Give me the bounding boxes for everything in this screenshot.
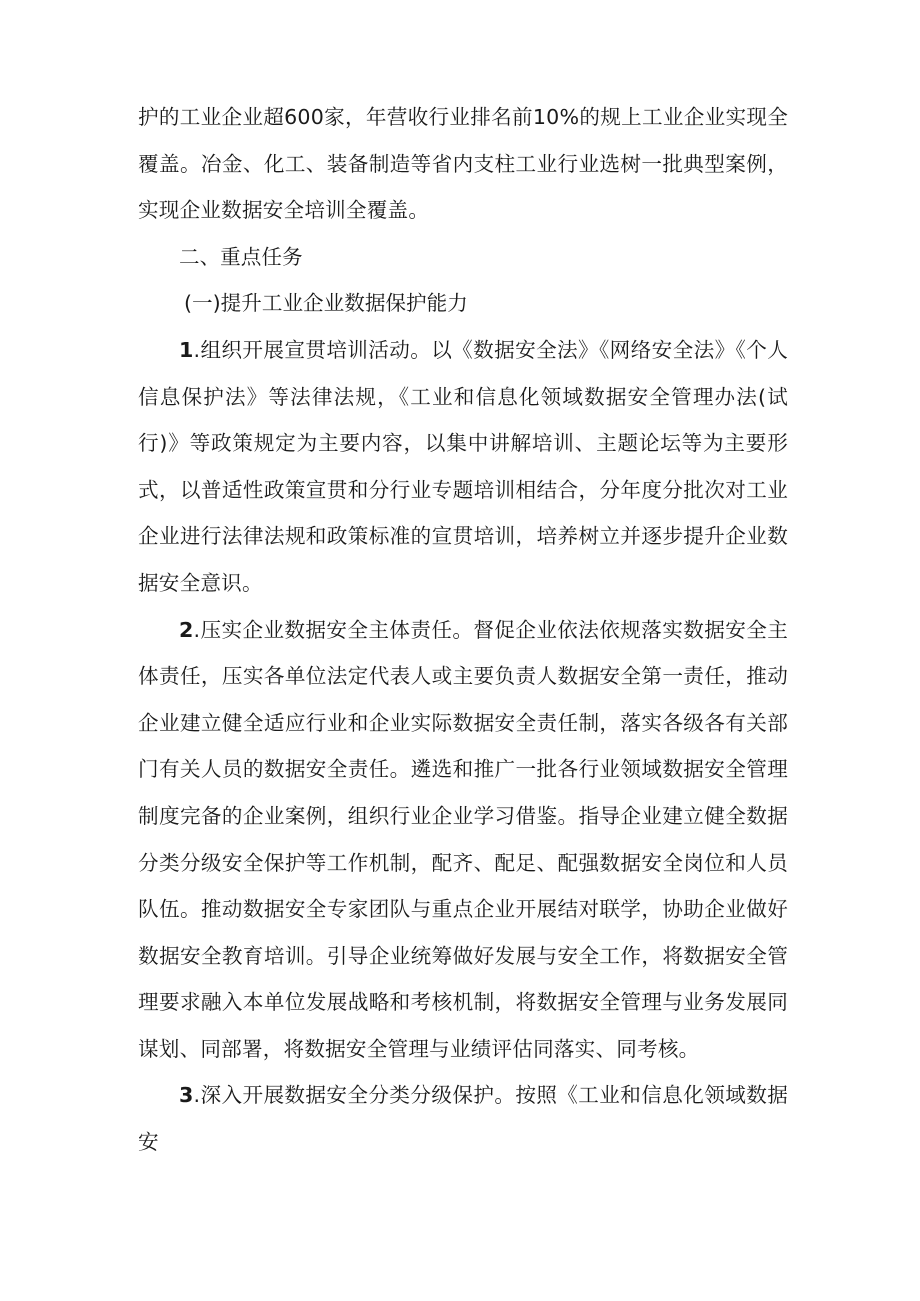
task-item-1 [138,327,788,607]
task-item-2 [138,607,788,1073]
sub-heading: (一)提升工业企业数据保护能力 [184,291,468,316]
document-body [138,94,788,1166]
task-item-number: 3 [179,1083,194,1108]
task-item-number: 2 [179,617,194,642]
task-item-text: .压实企业数据安全主体责任。督促企业依法依规落实数据安全主体责任，压实各单位法定代表人或主要负责人数据安全第一责任，推动企业建立健全适应行业和企业实际数据安全责任制，落实各级各有关部门有关人员的数据安全责任。遴选和推广一批各行业领域数据安全管理制度完备的企业案例，组织行业企业学习借鉴。指导企业建立健全数据分类分级安全保护等工作机制，配齐、配足、配强数据安全岗位和人员队伍。推动数据安全专家团队与重点企业开展结对联学，协助企业做好数据安全教育培训。引导企业统筹做好发展与安全工作，将数据安全管理要求融入本单位发展战略和考核机制，将数据安全管理与业务发展同谋划、同部署，将数据安全管理与业绩评估同落实、同考核。 [138,617,788,1061]
task-item-3 [138,1072,788,1165]
section-heading: 二、重点任务 [179,244,303,269]
task-item-text: .深入开展数据安全分类分级保护。按照《工业和信息化领域数据安 [138,1083,788,1155]
continued-paragraph: 护的工业企业超600家，年营收行业排名前10%的规上工业企业实现全覆盖。冶金、化工、装备制造等省内支柱工业行业选树一批典型案例，实现企业数据安全培训全覆盖。 [138,105,788,223]
task-item-text: .组织开展宣贯培训活动。以《数据安全法》《网络安全法》《个人信息保护法》等法律法规，《工业和信息化领域数据安全管理办法(试行)》等政策规定为主要内容，以集中讲解培训、主题论坛等为主要形式，以普适性政策宣贯和分行业专题培训相结合，分年度分批次对工业企业进行法律法规和政策标准的宣贯培训，培养树立并逐步提升企业数据安全意识。 [138,337,788,595]
task-item-number: 1 [179,337,194,362]
